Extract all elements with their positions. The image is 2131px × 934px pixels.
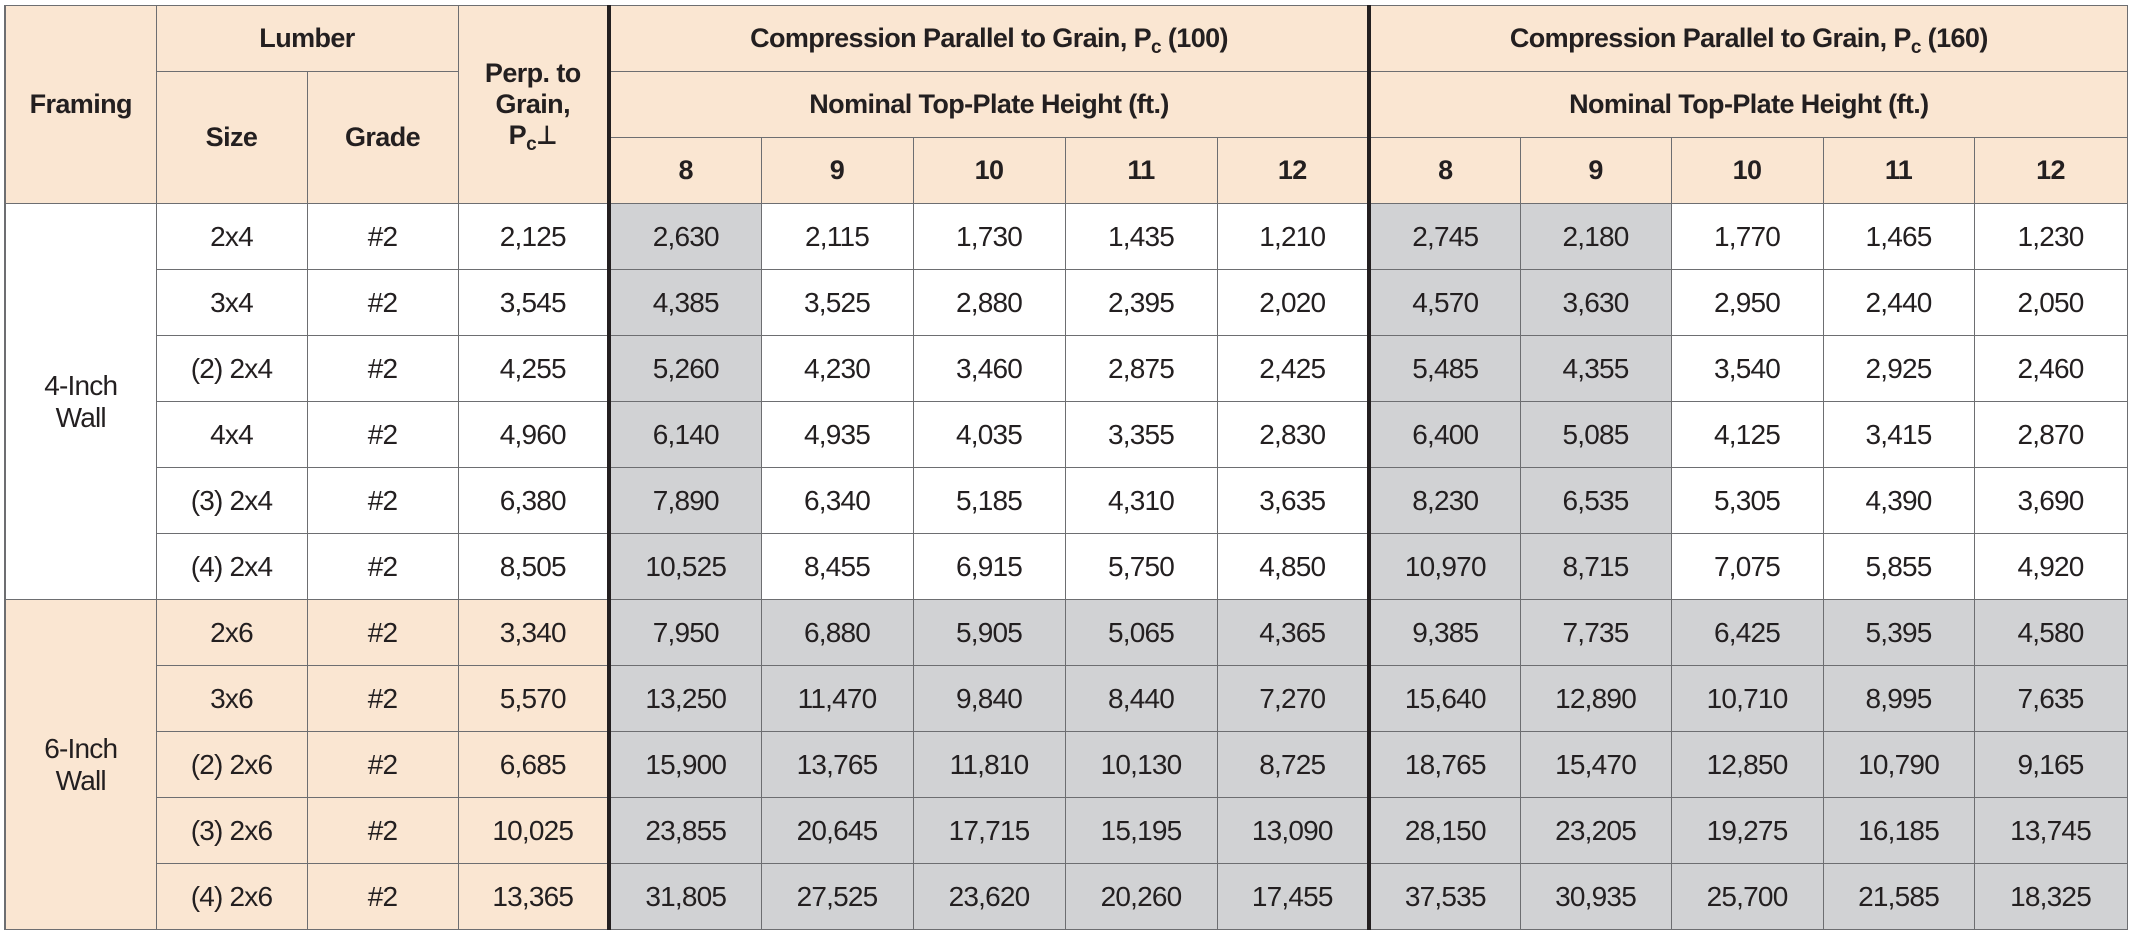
compression-160-cell: 25,700 (1671, 864, 1823, 930)
compression-100-cell: 2,395 (1065, 270, 1217, 336)
compression-160-cell: 19,275 (1671, 798, 1823, 864)
compression-160-cell: 5,085 (1520, 402, 1671, 468)
compression-160-cell: 2,050 (1974, 270, 2127, 336)
perp-cell: 8,505 (458, 534, 609, 600)
perp-cell: 5,570 (458, 666, 609, 732)
compression-100-cell: 13,250 (609, 666, 761, 732)
compression-160-cell: 1,465 (1823, 204, 1974, 270)
compression-100-cell: 13,090 (1217, 798, 1369, 864)
size-cell: (3) 2x4 (156, 468, 307, 534)
compression-160-cell: 7,735 (1520, 600, 1671, 666)
grade-cell: #2 (307, 402, 458, 468)
compression-160-cell: 10,970 (1369, 534, 1520, 600)
compression-100-cell: 20,645 (761, 798, 913, 864)
compression-100-cell: 4,385 (609, 270, 761, 336)
compression-100-cell: 5,260 (609, 336, 761, 402)
compression-100-cell: 4,935 (761, 402, 913, 468)
compression-160-cell: 2,745 (1369, 204, 1520, 270)
height-header: 11 (1823, 138, 1974, 204)
compression-160-cell: 4,920 (1974, 534, 2127, 600)
perp-cell: 13,365 (458, 864, 609, 930)
size-cell: 3x4 (156, 270, 307, 336)
compression-100-cell: 4,310 (1065, 468, 1217, 534)
compression-160-cell: 10,710 (1671, 666, 1823, 732)
height-header: 12 (1974, 138, 2127, 204)
grade-cell: #2 (307, 270, 458, 336)
compression-160-cell: 7,635 (1974, 666, 2127, 732)
compression-100-header: Compression Parallel to Grain, $P_c$ (100) (609, 6, 1369, 72)
compression-160-cell: 4,390 (1823, 468, 1974, 534)
compression-160-cell: 15,640 (1369, 666, 1520, 732)
size-cell: 2x4 (156, 204, 307, 270)
compression-100-cell: 2,020 (1217, 270, 1369, 336)
framing-header: Framing (5, 6, 156, 204)
compression-100-cell: 11,810 (913, 732, 1065, 798)
framing-cell: 6-Inch Wall (5, 600, 156, 930)
table-row (5, 204, 2127, 270)
compression-160-cell: 2,950 (1671, 270, 1823, 336)
compression-100-cell: 2,630 (609, 204, 761, 270)
compression-100-cell: 31,805 (609, 864, 761, 930)
compression-160-cell: 6,400 (1369, 402, 1520, 468)
compression-160-cell: 4,580 (1974, 600, 2127, 666)
height-header: 12 (1217, 138, 1369, 204)
compression-100-cell: 4,850 (1217, 534, 1369, 600)
grade-header: Grade (307, 72, 458, 204)
perp-cell: 4,255 (458, 336, 609, 402)
compression-100-cell: 10,525 (609, 534, 761, 600)
compression-160-cell: 8,230 (1369, 468, 1520, 534)
compression-100-cell: 1,210 (1217, 204, 1369, 270)
compression-160-cell: 15,470 (1520, 732, 1671, 798)
compression-100-cell: 6,340 (761, 468, 913, 534)
compression-100-cell: 4,365 (1217, 600, 1369, 666)
height-header: 8 (609, 138, 761, 204)
compression-100-cell: 17,715 (913, 798, 1065, 864)
compression-160-cell: 3,690 (1974, 468, 2127, 534)
compression-160-cell: 4,125 (1671, 402, 1823, 468)
compression-160-cell: 13,745 (1974, 798, 2127, 864)
compression-160-cell: 5,855 (1823, 534, 1974, 600)
compression-100-cell: 2,425 (1217, 336, 1369, 402)
compression-100-cell: 6,880 (761, 600, 913, 666)
compression-160-cell: 3,540 (1671, 336, 1823, 402)
grade-cell: #2 (307, 732, 458, 798)
lumber-header: Lumber (156, 6, 458, 72)
table-row (5, 798, 2127, 864)
grade-cell: #2 (307, 336, 458, 402)
grade-cell: #2 (307, 204, 458, 270)
compression-100-cell: 2,830 (1217, 402, 1369, 468)
nominal-height-header-100: Nominal Top-Plate Height (ft.) (609, 72, 1369, 138)
perp-cell: 10,025 (458, 798, 609, 864)
height-header: 11 (1065, 138, 1217, 204)
compression-160-cell: 37,535 (1369, 864, 1520, 930)
perp-cell: 3,545 (458, 270, 609, 336)
compression-160-cell: 2,870 (1974, 402, 2127, 468)
perp-cell: 4,960 (458, 402, 609, 468)
compression-160-cell: 5,305 (1671, 468, 1823, 534)
compression-160-cell: 4,570 (1369, 270, 1520, 336)
compression-100-cell: 5,185 (913, 468, 1065, 534)
compression-160-cell: 9,165 (1974, 732, 2127, 798)
compression-100-cell: 6,915 (913, 534, 1065, 600)
compression-100-cell: 2,880 (913, 270, 1065, 336)
compression-100-cell: 17,455 (1217, 864, 1369, 930)
compression-160-cell: 2,925 (1823, 336, 1974, 402)
compression-100-cell: 23,855 (609, 798, 761, 864)
table-row (5, 336, 2127, 402)
table-row (5, 732, 2127, 798)
height-header: 9 (761, 138, 913, 204)
table-row (5, 534, 2127, 600)
compression-100-cell: 2,875 (1065, 336, 1217, 402)
size-cell: (4) 2x6 (156, 864, 307, 930)
compression-160-cell: 2,460 (1974, 336, 2127, 402)
compression-100-cell: 9,840 (913, 666, 1065, 732)
compression-160-cell: 5,395 (1823, 600, 1974, 666)
compression-100-cell: 3,635 (1217, 468, 1369, 534)
compression-160-cell: 5,485 (1369, 336, 1520, 402)
height-header: 10 (1671, 138, 1823, 204)
table-body (5, 204, 2127, 930)
compression-160-cell: 1,230 (1974, 204, 2127, 270)
grade-cell: #2 (307, 864, 458, 930)
compression-100-cell: 5,905 (913, 600, 1065, 666)
compression-100-cell: 11,470 (761, 666, 913, 732)
compression-160-cell: 3,630 (1520, 270, 1671, 336)
size-cell: (4) 2x4 (156, 534, 307, 600)
size-cell: (3) 2x6 (156, 798, 307, 864)
compression-160-cell: 7,075 (1671, 534, 1823, 600)
compression-160-cell: 30,935 (1520, 864, 1671, 930)
compression-100-cell: 10,130 (1065, 732, 1217, 798)
compression-100-cell: 1,435 (1065, 204, 1217, 270)
height-header: 9 (1520, 138, 1671, 204)
compression-160-cell: 3,415 (1823, 402, 1974, 468)
compression-100-cell: 27,525 (761, 864, 913, 930)
compression-160-cell: 23,205 (1520, 798, 1671, 864)
size-cell: 2x6 (156, 600, 307, 666)
perp-cell: 2,125 (458, 204, 609, 270)
compression-160-cell: 6,425 (1671, 600, 1823, 666)
compression-160-cell: 21,585 (1823, 864, 1974, 930)
compression-100-cell: 23,620 (913, 864, 1065, 930)
compression-100-cell: 1,730 (913, 204, 1065, 270)
grade-cell: #2 (307, 468, 458, 534)
compression-100-cell: 13,765 (761, 732, 913, 798)
compression-100-cell: 5,750 (1065, 534, 1217, 600)
compression-160-cell: 9,385 (1369, 600, 1520, 666)
compression-160-cell: 12,890 (1520, 666, 1671, 732)
compression-100-cell: 20,260 (1065, 864, 1217, 930)
compression-100-cell: 4,035 (913, 402, 1065, 468)
grade-cell: #2 (307, 666, 458, 732)
table-row (5, 402, 2127, 468)
compression-100-cell: 3,460 (913, 336, 1065, 402)
grade-cell: #2 (307, 534, 458, 600)
compression-capacity-table (4, 5, 2128, 930)
compression-100-cell: 2,115 (761, 204, 913, 270)
compression-160-cell: 12,850 (1671, 732, 1823, 798)
perp-cell: 6,685 (458, 732, 609, 798)
nominal-height-header-160: Nominal Top-Plate Height (ft.) (1369, 72, 2127, 138)
compression-100-cell: 7,270 (1217, 666, 1369, 732)
compression-160-cell: 4,355 (1520, 336, 1671, 402)
table-row (5, 270, 2127, 336)
height-header: 10 (913, 138, 1065, 204)
table-row (5, 666, 2127, 732)
compression-160-cell: 16,185 (1823, 798, 1974, 864)
compression-100-cell: 6,140 (609, 402, 761, 468)
compression-100-cell: 3,525 (761, 270, 913, 336)
compression-100-cell: 3,355 (1065, 402, 1217, 468)
compression-160-cell: 10,790 (1823, 732, 1974, 798)
compression-100-cell: 4,230 (761, 336, 913, 402)
compression-160-cell: 1,770 (1671, 204, 1823, 270)
compression-160-cell: 18,325 (1974, 864, 2127, 930)
table-row (5, 600, 2127, 666)
table-row (5, 468, 2127, 534)
compression-100-cell: 8,440 (1065, 666, 1217, 732)
compression-100-cell: 8,725 (1217, 732, 1369, 798)
perp-cell: 6,380 (458, 468, 609, 534)
framing-cell: 4-Inch Wall (5, 204, 156, 600)
size-cell: 3x6 (156, 666, 307, 732)
compression-100-cell: 15,900 (609, 732, 761, 798)
compression-160-cell: 28,150 (1369, 798, 1520, 864)
table-row (5, 864, 2127, 930)
compression-160-header: Compression Parallel to Grain, $P_c$ (160) (1369, 6, 2127, 72)
compression-100-cell: 7,950 (609, 600, 761, 666)
compression-160-cell: 2,180 (1520, 204, 1671, 270)
compression-100-cell: 8,455 (761, 534, 913, 600)
compression-100-cell: 15,195 (1065, 798, 1217, 864)
grade-cell: #2 (307, 600, 458, 666)
size-cell: (2) 2x6 (156, 732, 307, 798)
compression-160-cell: 2,440 (1823, 270, 1974, 336)
size-cell: 4x4 (156, 402, 307, 468)
compression-100-cell: 7,890 (609, 468, 761, 534)
perp-cell: 3,340 (458, 600, 609, 666)
compression-160-cell: 8,995 (1823, 666, 1974, 732)
height-header: 8 (1369, 138, 1520, 204)
grade-cell: #2 (307, 798, 458, 864)
compression-100-cell: 5,065 (1065, 600, 1217, 666)
size-header: Size (156, 72, 307, 204)
compression-160-cell: 18,765 (1369, 732, 1520, 798)
compression-160-cell: 8,715 (1520, 534, 1671, 600)
size-cell: (2) 2x4 (156, 336, 307, 402)
perp-to-grain-header: Perp. to Grain, $P_c\perp$ (458, 6, 609, 204)
compression-160-cell: 6,535 (1520, 468, 1671, 534)
